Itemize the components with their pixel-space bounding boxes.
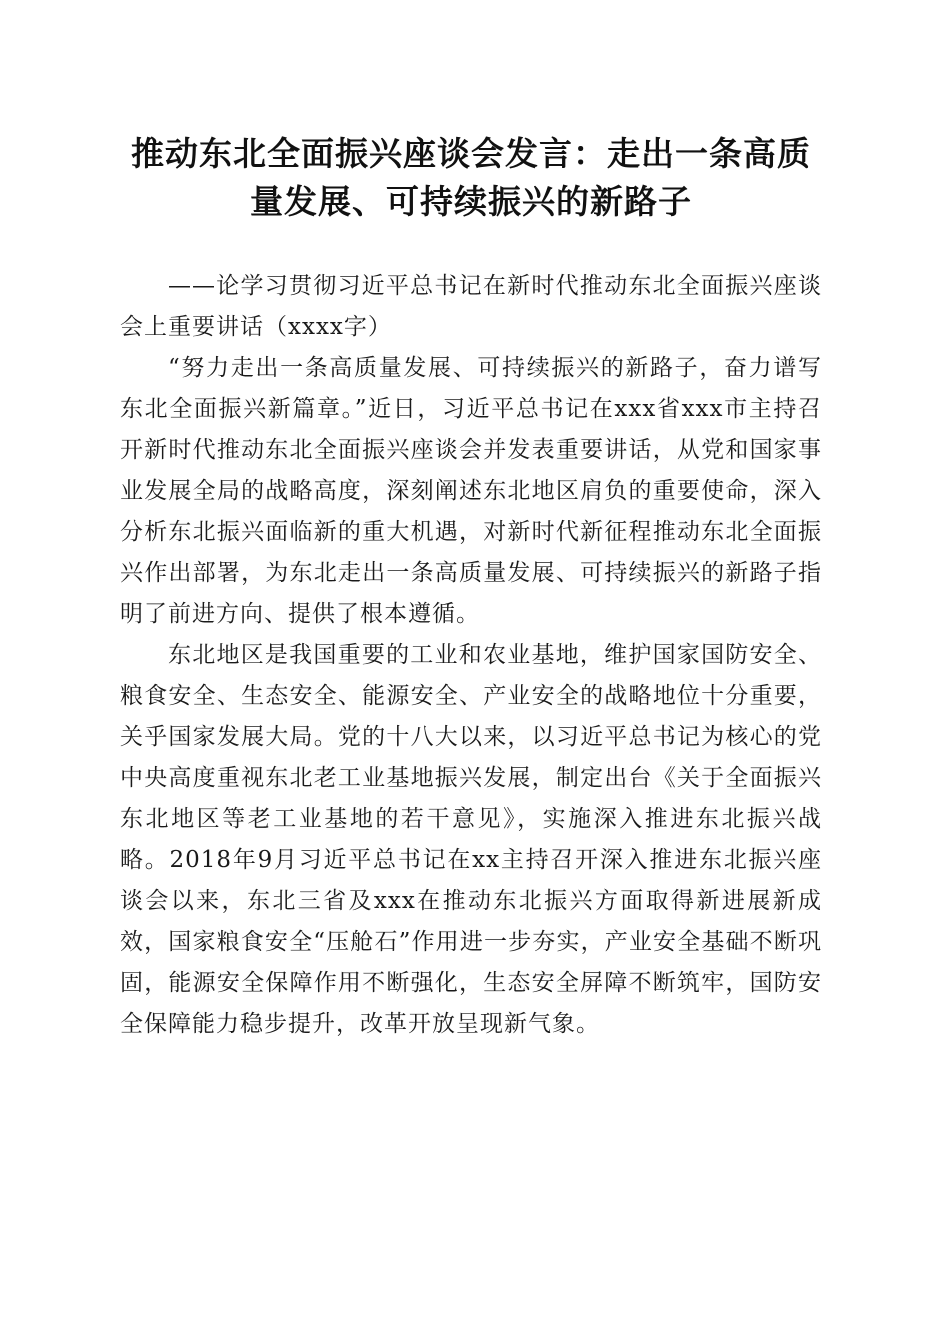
- document-title: [120, 130, 822, 226]
- title-line-2: 量发展、可持续振兴的新路子: [250, 182, 692, 221]
- paragraph-1: “努力走出一条高质量发展、可持续振兴的新路子，奋力谱写东北全面振兴新篇章。”近日，习近平总书记在xxx省xxx市主持召开新时代推动东北全面振兴座谈会并发表重要讲话，从党和国家事业发展全局的战略高度，深刻阐述东北地区肩负的重要使命，深入分析东北振兴面临新的重大机遇，对新时代新征程推动东北全面振兴作出部署，为东北走出一条高质量发展、可持续振兴的新路子指明了前进方向、提供了根本遵循。: [120, 355, 822, 627]
- paragraph-2: 东北地区是我国重要的工业和农业基地，维护国家国防安全、粮食安全、生态安全、能源安全、产业安全的战略地位十分重要，关乎国家发展大局。党的十八大以来，以习近平总书记为核心的党中央高度重视东北老工业基地振兴发展，制定出台《关于全面振兴东北地区等老工业基地的若干意见》，实施深入推进东北振兴战略。2018年9月习近平总书记在xx主持召开深入推进东北振兴座谈会以来，东北三省及xxx在推动东北振兴方面取得新进展新成效，国家粮食安全“压舱石”作用进一步夯实，产业安全基础不断巩固，能源安全保障作用不断强化，生态安全屏障不断筑牢，国防安全保障能力稳步提升，改革开放呈现新气象。: [120, 642, 822, 1037]
- title-line-1: 推动东北全面振兴座谈会发言：走出一条高质: [131, 134, 811, 173]
- document-page: [120, 130, 822, 1045]
- document-subtitle: ——论学习贯彻习近平总书记在新时代推动东北全面振兴座谈会上重要讲话（xxxx字）: [120, 273, 822, 340]
